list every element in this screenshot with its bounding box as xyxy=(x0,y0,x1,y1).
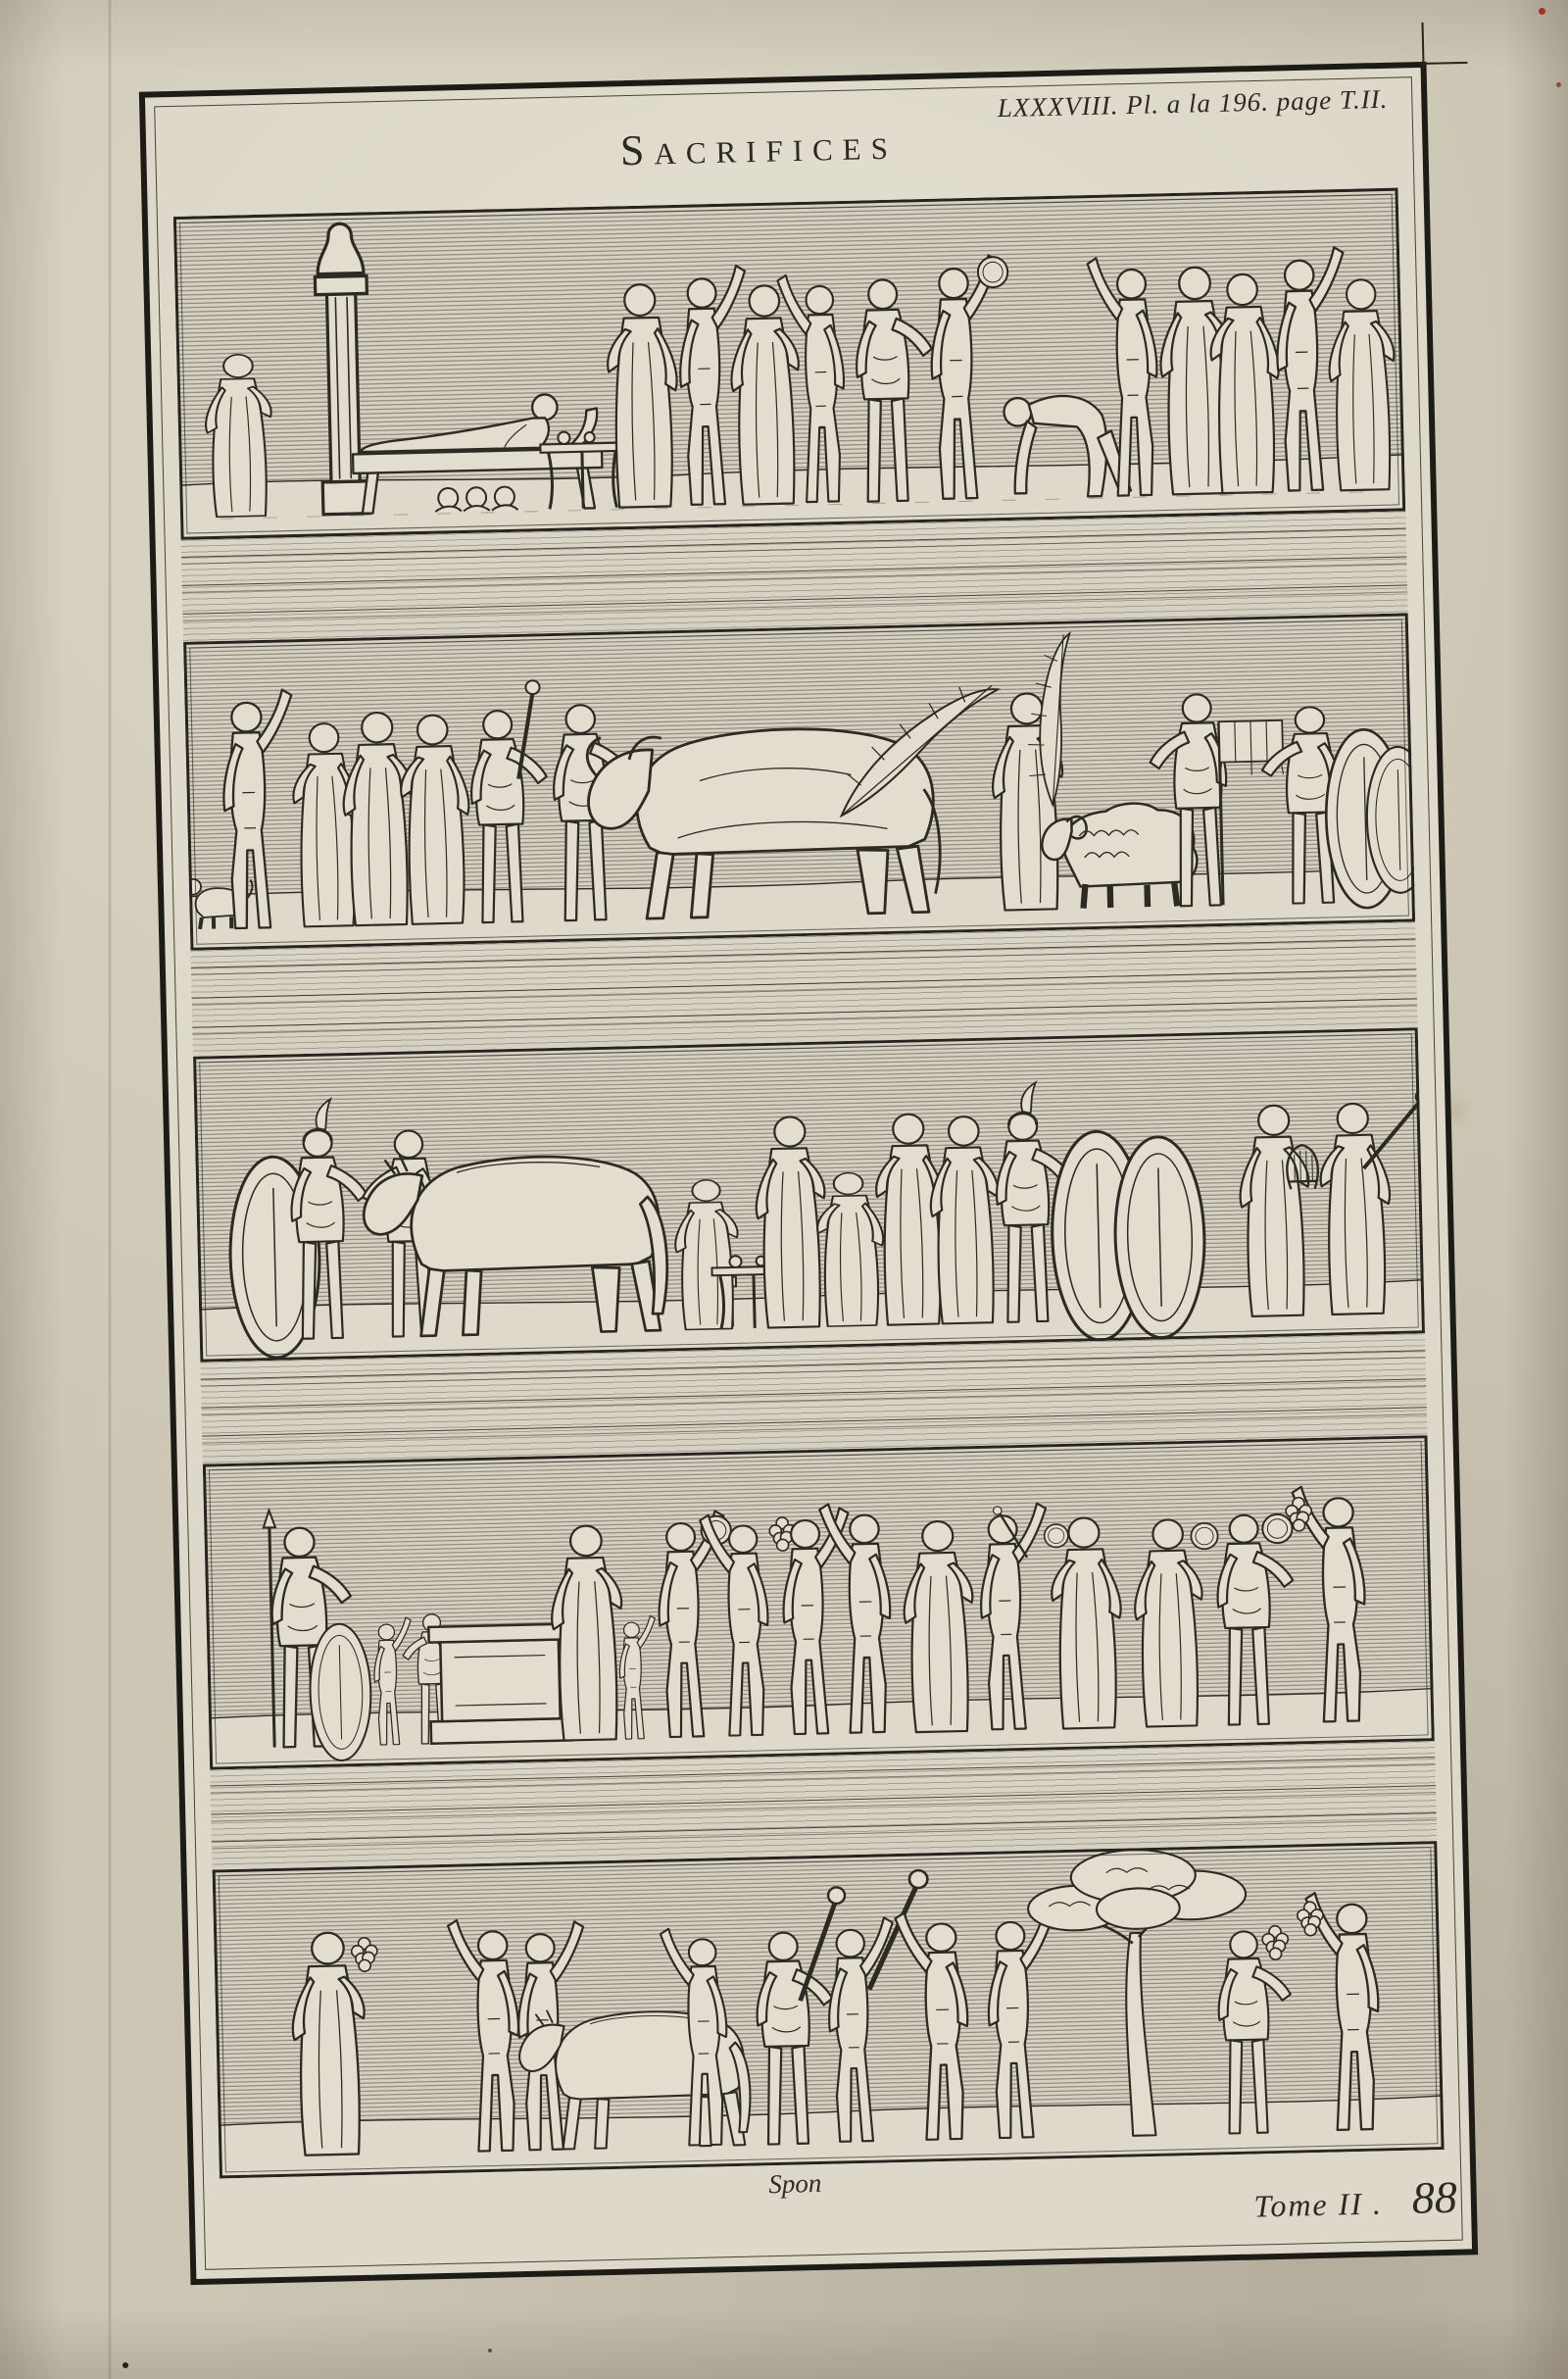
page-title: Sacrifices xyxy=(619,120,899,175)
page-number: 88 xyxy=(1411,2171,1458,2223)
page-fold-crease xyxy=(108,0,112,2379)
plate-reference: LXXXVIII. Pl. a la 196. page T.II. xyxy=(997,83,1389,124)
frieze-4 xyxy=(203,1435,1435,1769)
frieze-5 xyxy=(213,1841,1445,2178)
foxing-speck xyxy=(1556,82,1561,87)
foxing-speck xyxy=(122,2362,128,2368)
frieze-1 xyxy=(173,188,1405,540)
foxing-speck xyxy=(1539,8,1545,15)
tome-page-line xyxy=(1253,2171,1458,2228)
border-corner-tick xyxy=(1422,23,1425,68)
engraved-plate xyxy=(139,62,1478,2285)
frieze-3 xyxy=(193,1027,1425,1362)
frieze-stack xyxy=(173,188,1445,2179)
frieze-2 xyxy=(183,613,1415,950)
engraver-credit: Spon xyxy=(767,2167,822,2200)
foxing-speck xyxy=(488,2349,492,2353)
tome-label: Tome II . xyxy=(1253,2185,1384,2224)
border-corner-tick xyxy=(1418,62,1467,65)
